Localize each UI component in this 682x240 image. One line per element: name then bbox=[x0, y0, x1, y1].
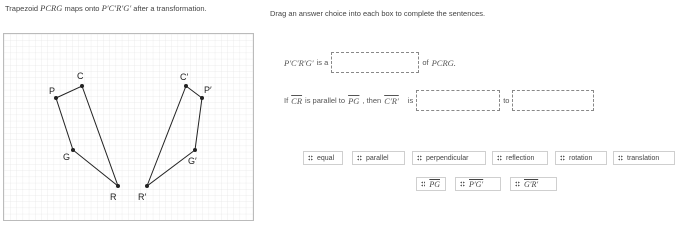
choice-label: P′G′ bbox=[469, 179, 484, 189]
choice-label: rotation bbox=[569, 154, 593, 162]
question-prompt bbox=[5, 3, 255, 14]
label-c-prime: C′ bbox=[180, 72, 189, 82]
sentence1-figure: P′C′R′G′ bbox=[284, 57, 314, 68]
point-r bbox=[116, 184, 120, 188]
sentence2-to: to bbox=[503, 96, 510, 105]
segment-c-r-prime: C′R′ bbox=[384, 95, 399, 106]
sentence2-parallel: is parallel to bbox=[305, 96, 346, 105]
point-g-prime bbox=[193, 148, 197, 152]
label-c: C bbox=[77, 71, 84, 81]
drag-handle-icon bbox=[560, 155, 565, 161]
drag-handle-icon bbox=[308, 155, 313, 161]
label-r: R bbox=[110, 192, 117, 202]
segment-pg: $\overline{PG}$ bbox=[348, 95, 360, 106]
label-g: G bbox=[63, 152, 71, 162]
choice-label: equal bbox=[317, 154, 335, 162]
drag-handle-icon bbox=[497, 155, 502, 161]
prompt-figure-1: PCRG bbox=[40, 3, 63, 13]
drag-handle-icon bbox=[515, 181, 520, 187]
drop-box-transformation[interactable] bbox=[331, 52, 419, 73]
sentence1-of: of bbox=[422, 58, 429, 67]
sentence1-is-a: is a bbox=[316, 58, 329, 67]
choice-segment-p-g-prime[interactable] bbox=[455, 177, 501, 191]
grid-lines bbox=[4, 34, 253, 220]
choice-translation[interactable] bbox=[613, 151, 675, 165]
prompt-mid: maps onto bbox=[62, 4, 102, 13]
drop-box-relationship[interactable] bbox=[416, 90, 500, 111]
choice-label: parallel bbox=[366, 154, 389, 162]
point-c bbox=[80, 84, 84, 88]
point-r-prime bbox=[145, 184, 149, 188]
prompt-suffix: after a transformation. bbox=[131, 4, 207, 13]
sentence2-then: , then bbox=[362, 96, 382, 105]
sentence-2 bbox=[284, 90, 594, 111]
choice-label: reflection bbox=[506, 154, 535, 162]
choice-equal[interactable] bbox=[303, 151, 343, 165]
drop-box-segment[interactable] bbox=[512, 90, 594, 111]
label-r-prime: R′ bbox=[138, 192, 147, 202]
graph-svg bbox=[4, 34, 253, 220]
choice-label: perpendicular bbox=[426, 154, 469, 162]
point-p-prime bbox=[200, 96, 204, 100]
choice-label: $\overline{PG}$ bbox=[429, 179, 440, 189]
point-p bbox=[54, 96, 58, 100]
sentence-1 bbox=[284, 52, 456, 73]
coordinate-graph bbox=[3, 33, 254, 221]
label-g-prime: G′ bbox=[188, 156, 197, 166]
choice-label: translation bbox=[627, 154, 660, 162]
choice-segment-pg[interactable] bbox=[416, 177, 446, 191]
point-g bbox=[71, 148, 75, 152]
choice-reflection[interactable] bbox=[492, 151, 548, 165]
segment-cr: $\overline{CR}$ bbox=[291, 95, 303, 106]
point-c-prime bbox=[184, 84, 188, 88]
sentence2-if: If bbox=[284, 96, 289, 105]
instructions: Drag an answer choice into each box to complete the sentences. bbox=[270, 9, 486, 18]
prompt-figure-2: P′C′R′G′ bbox=[101, 3, 132, 13]
choice-parallel[interactable] bbox=[352, 151, 405, 165]
drag-handle-icon bbox=[421, 181, 425, 187]
drag-handle-icon bbox=[417, 155, 422, 161]
drag-handle-icon bbox=[460, 181, 465, 187]
drag-handle-icon bbox=[357, 155, 362, 161]
choice-rotation[interactable] bbox=[555, 151, 607, 165]
label-p-prime: P′ bbox=[204, 85, 212, 95]
choice-perpendicular[interactable] bbox=[412, 151, 486, 165]
sentence1-figure-2: PCRG. bbox=[431, 57, 456, 68]
choice-label: G′R′ bbox=[524, 179, 539, 189]
prompt-prefix: Trapezoid bbox=[5, 4, 41, 13]
choice-segment-g-r-prime[interactable] bbox=[510, 177, 557, 191]
label-p: P bbox=[49, 86, 56, 96]
sentence2-is: is bbox=[407, 96, 414, 105]
drag-handle-icon bbox=[618, 155, 623, 161]
